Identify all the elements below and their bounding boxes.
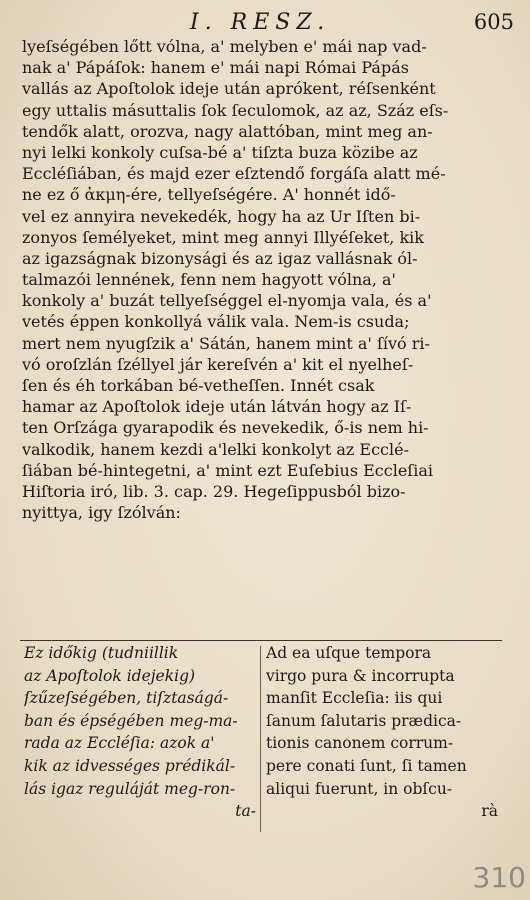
column-line: ban és épségében meg-ma-	[24, 711, 238, 730]
column-line: lás igaz reguláját meg-ron-	[24, 779, 236, 798]
text-line: Eccléſiában, és majd ezer eſztendő forgáſa alatt mé-	[22, 164, 446, 184]
section-rule	[20, 640, 502, 641]
column-line: az Apoſtolok idejekig)	[24, 666, 196, 685]
text-line: vetés éppen konkollyá válik vala. Nem-is csuda;	[22, 312, 410, 332]
text-line: zonyos ſemélyeket, mint meg annyi Illyéſeket, kik	[22, 227, 424, 247]
column-line: ta-	[235, 802, 256, 821]
text-line: ſiában bé-hintegetni, a' mint ezt Euſebius Eccleſiai	[22, 460, 433, 480]
text-line: hamar az Apoſtolok ideje után látván hogy az Iſ-	[22, 397, 412, 417]
text-line: Hiſtoria iró, lib. 3. cap. 29. Hegeſippusból bizo-	[22, 481, 406, 501]
main-text-block	[22, 36, 500, 523]
text-line: nak a' Pápáſok: hanem e' mái napi Római Pápás	[22, 58, 409, 78]
column-line: tionis canonem corrum-	[266, 734, 454, 753]
column-line: kik az idvességes prédikál-	[24, 756, 236, 775]
text-line: lyeſségében lőtt vólna, a' melyben e' mái nap vad-	[22, 37, 427, 56]
column-line: ſanum ſalutaris prædica-	[266, 711, 462, 730]
running-head: I. RESZ.	[190, 10, 331, 35]
text-line: valkodik, hanem kezdi a'lelki konkolyt az Ecclé-	[22, 439, 409, 459]
text-line: ten Orſzága gyarapodik és nevekedik, ő-is nem hi-	[22, 418, 429, 438]
text-line: ne ez ő ἀκμη-ére, tellyeſségére. A' honnét idő-	[22, 185, 396, 205]
column-line: virgo pura & incorrupta	[266, 666, 455, 685]
text-line: nyittya, igy ſzólván:	[22, 503, 181, 523]
pencil-foliation-mark: 310	[472, 861, 526, 894]
column-line: Ad ea uſque tempora	[266, 644, 432, 662]
column-divider	[260, 646, 261, 832]
column-line: aliqui fuerunt, in obſcu-	[266, 779, 453, 798]
text-line: mert nem nyugſzik a' Sátán, hanem mint a' ſívó ri-	[22, 333, 430, 353]
text-line: ſen és éh torkában bé-vetheſſen. Innét csak	[22, 376, 375, 395]
text-line: tendők alatt, orozva, nagy alattóban, mint meg an-	[22, 121, 433, 141]
text-line: egy uttalis másuttalis ſok ſeculomok, az az, Száz eſs-	[22, 100, 449, 120]
page-number: 605	[473, 10, 514, 34]
column-line: pere conati ſunt, ſi tamen	[266, 756, 467, 775]
text-line: konkoly a' buzát tellyeſséggel el-nyomja vala, és a'	[22, 291, 432, 311]
column-line: Ez időkig (tudniillik	[24, 644, 179, 662]
text-line: vallás az Apoſtolok ideje után aprókent, réſsenként	[22, 79, 436, 99]
hungarian-column	[24, 642, 256, 823]
column-line: rà	[481, 802, 498, 821]
column-line: ſzűzeſségében, tiſztaságá-	[24, 689, 229, 708]
text-line: az igazságnak bizonysági és az igaz vallásnak ól-	[22, 248, 418, 268]
latin-column	[266, 642, 498, 823]
text-line: nyi lelki konkoly cuſsa-bé a' tiſzta buza közibe az	[22, 142, 418, 162]
text-line: vó oroſzlán ſzéllyel jár kereſvén a' kit el nyelheſ-	[22, 354, 414, 374]
page-header	[0, 6, 530, 36]
column-line: rada az Eccléſia: azok a'	[24, 734, 215, 753]
column-line: manſit Eccleſia: iis qui	[266, 689, 443, 708]
text-line: talmazói lennének, fenn nem hagyott vólna, a'	[22, 270, 396, 290]
parallel-columns	[0, 642, 530, 842]
text-line: vel ez annyira nevekedék, hogy ha az Ur Iſten bi-	[22, 206, 421, 226]
